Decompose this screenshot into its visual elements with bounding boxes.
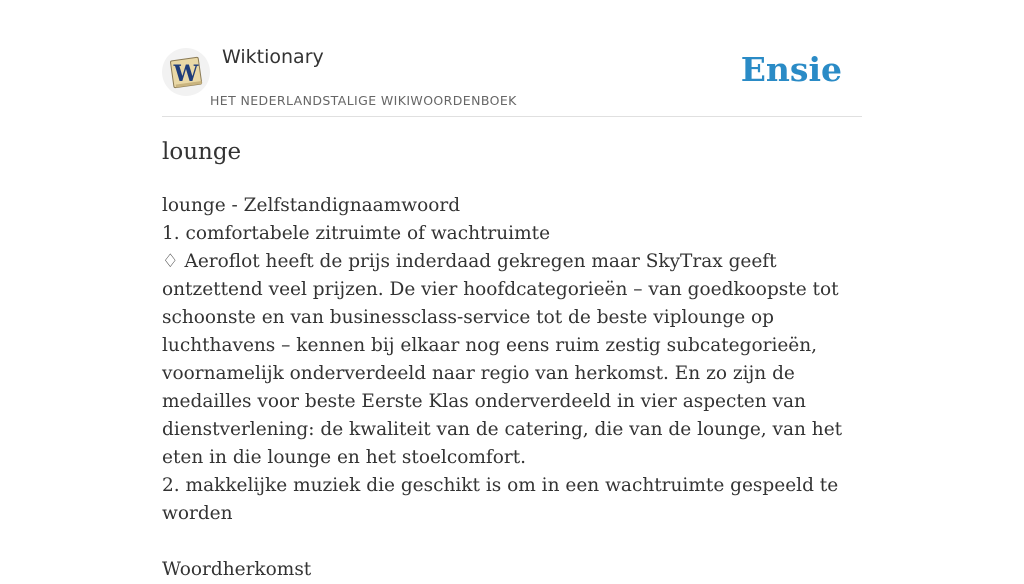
ensie-brand-logo[interactable]: Ensie xyxy=(740,50,842,89)
site-header xyxy=(162,44,862,117)
svg-text:W: W xyxy=(173,61,199,87)
wiktionary-logo-icon[interactable] xyxy=(162,48,210,96)
example-sentence: ♢ Aeroflot heeft de prijs inderdaad gekregen maar SkyTrax geeft ontzettend veel prijzen. De vier hoofdcategorieën – van goedkoopste tot schoonste en van businessclass-service tot de beste viplounge op luchthavens – kennen bij elkaar nog eens ruim zestig subcategorieën, voornamelijk onderverdeeld naar regio van herkomst. En zo zijn de medailles voor beste Eerste Klas onderverdeeld in vier aspecten van dienstverlening: de kwaliteit van de catering, die van de lounge, van het eten in die lounge en het stoelcomfort. xyxy=(162,251,843,468)
spacer xyxy=(162,528,872,556)
definition-2: 2. makkelijke muziek die geschikt is om in een wachtruimte gespeeld te worden xyxy=(162,475,839,524)
part-of-speech: lounge - Zelfstandignaamwoord xyxy=(162,195,461,216)
entry-content xyxy=(162,192,872,584)
page-title: lounge xyxy=(162,139,242,165)
section-heading-etymology: Woordherkomst xyxy=(162,559,312,580)
site-name[interactable]: Wiktionary xyxy=(222,46,324,68)
definition-1: 1. comfortabele zitruimte of wachtruimte xyxy=(162,223,551,244)
site-subtitle: HET NEDERLANDSTALIGE WIKIWOORDENBOEK xyxy=(210,93,517,108)
